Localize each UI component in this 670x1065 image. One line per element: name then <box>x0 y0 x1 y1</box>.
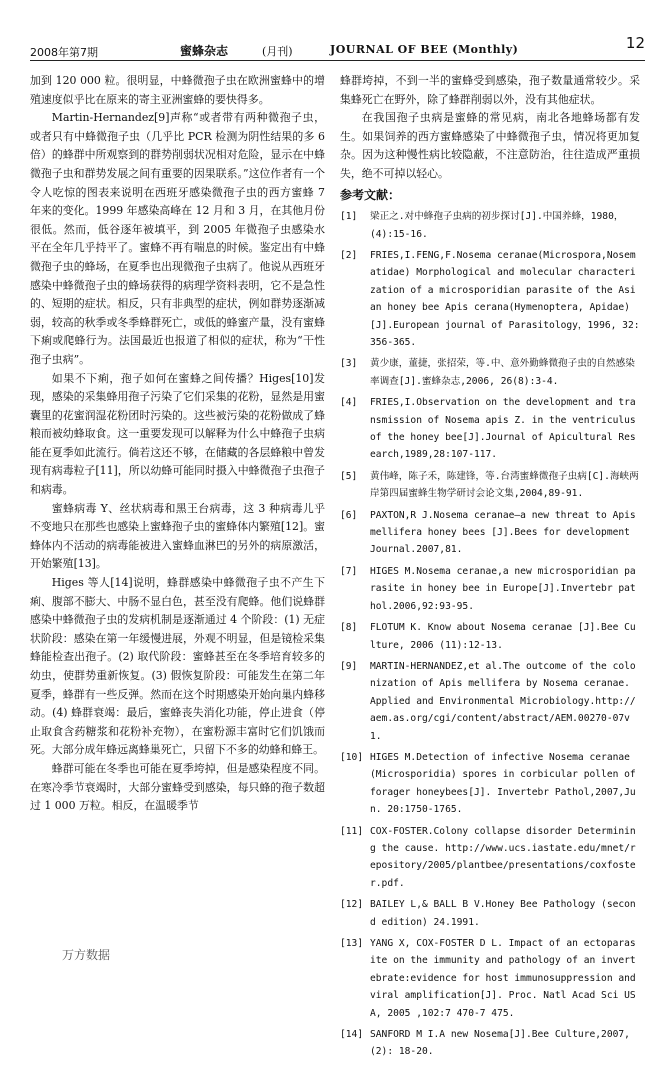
left-column <box>30 72 325 816</box>
body-paragraph: 在我国孢子虫病是蜜蜂的常见病，南北各地蜂场都有发生。如果饲养的西方蜜蜂感染了中蜂微孢子虫，情况将更加复杂。因为这种慢性病比较隐蔽，不注意防治，往往造成严重损失，绝不可掉以轻心。 <box>340 111 640 180</box>
issue-label: 2008年第7期 <box>30 46 98 59</box>
reference-number: [11] <box>340 825 364 837</box>
reference-item <box>340 749 640 819</box>
reference-text: PAXTON,R J.Nosema ceranae—a new threat to Apis mellifera honey bees [J].Bees for development Journal.2007,81. <box>370 509 636 556</box>
reference-item <box>340 355 640 390</box>
reference-item <box>340 208 640 243</box>
reference-item <box>340 394 640 464</box>
reference-item <box>340 823 640 893</box>
reference-text: FRIES,I.Observation on the development and transmission of Nosema apis Z. in the ventriculus of the honey bee[J].Journal of Apicultural Research,1989,28:107-117. <box>370 397 636 461</box>
reference-text: FLOTUM K. Know about Nosema ceranae [J].Bee Culture, 2006 (11):12-13. <box>370 622 636 651</box>
reference-item <box>340 468 640 503</box>
reference-text: COX-FOSTER.Colony collapse disorder Determining the cause. http://www.ucs.iastate.edu/mnet/repository/2005/plantbee/presentations/coxfoster.pdf. <box>370 825 636 889</box>
right-column <box>340 72 640 1065</box>
reference-number: [12] <box>340 899 364 911</box>
journal-title-en: JOURNAL OF BEE (Monthly) <box>330 43 519 56</box>
body-paragraph: Martin-Hernandez[9]声称“或者带有两种微孢子虫，或者只有中蜂微孢子虫（几乎比 PCR 检测为阴性结果的多 6 倍）的蜂群中所观察到的群势削弱状况相对危险，显示在中蜂微孢子虫和群势发展之间有重要的因果联系。”这位作者有一个令人吃惊的图表来说明在西班牙感染微孢子虫的西方蜜蜂 7 年来的变化。1999 年感染高峰在 12 月和 3 月，在其他月份很低。然而，低谷逐年被填平，到 2005 年微孢子虫感染水平在全年几乎持平了。蜜蜂不再有喘息的时候。鉴定出有中蜂微孢子虫的蜂场，在夏季也出现微孢子虫病了。他说从西班牙感染中蜂微孢子虫的蜂场获得的病理学资料表明，它不是急性的、短期的症状。相反，只有非典型的症状，例如群势逐渐减弱，较高的秋季或冬季蜂群死亡，或低的蜂蜜产量，没有蜜蜂下痢或爬蜂行为。法国最近也报道了相似的症状，称为“干性孢子虫病”。 <box>30 111 325 366</box>
reference-number: [9] <box>340 660 358 672</box>
reference-item <box>340 507 640 559</box>
reference-number: [8] <box>340 622 358 634</box>
reference-number: [4] <box>340 397 358 409</box>
reference-number: [3] <box>340 358 358 370</box>
reference-item <box>340 1026 640 1061</box>
reference-text: FRIES,I.FENG,F.Nosema ceranae(Microspora,Nosematidae) Morphological and molecular characterization of a microsporidian parasite of the Asian honey bee Apis cerana(Hymenoptera, Apidae)[J].European journal of Parasitology，1996, 32:356-365. <box>370 249 640 348</box>
reference-item <box>340 247 640 351</box>
reference-number: [1] <box>340 211 358 223</box>
reference-number: [2] <box>340 249 358 261</box>
reference-text: 黄伟峰，陈子禾，陈建锋，等.台湾蜜蜂微孢子虫病[C].海峡两岸第四届蜜蜂生物学研讨会论文集,2004,89-91. <box>370 470 639 500</box>
body-paragraph: 如果不下痢，孢子如何在蜜蜂之间传播？Higes[10]发现，感染的采集蜂用孢子污染了它们采集的花粉，显然是用蜜囊里的花蜜润湿花粉团时污染的。这些被污染的花粉做成了蜂粮而被幼蜂取食。这一重要发现可以解释为什么中蜂孢子虫病能在夏季如此流行。倘若这还不够，在储藏的各层蜂粮中曾发现有病毒粒子[11]，所以幼蜂可能同时摄入中蜂微孢子虫孢子和病毒。 <box>30 371 325 497</box>
journal-subtitle-cn: (月刊) <box>262 45 293 58</box>
reference-text: YANG X, COX-FOSTER D L. Impact of an ectoparasite on the immunity and pathology of an invertebrate:evidence for host immunosuppression and viral amplification[J]. Proc. Natl Acad Sci USA, 2005 ,102:7 470-7 475. <box>370 938 636 1019</box>
reference-text: HIGES M.Detection of infective Nosema ceranae(Microsporidia) spores in corbicular pollen of forager honeybees[J]. Invertebr Pathol,2007,Jun. 20:1750-1765. <box>370 751 636 816</box>
running-header <box>30 34 645 61</box>
watermark-text: 万方数据 <box>62 948 111 962</box>
journal-title-cn: 蜜蜂杂志 <box>180 44 229 58</box>
body-paragraph: 蜂群垮掉，不到一半的蜜蜂受到感染，孢子数量通常较少。采集蜂死亡在野外，除了蜂群削弱以外，没有其他症状。 <box>340 74 640 106</box>
reference-item <box>340 619 640 654</box>
reference-number: [10] <box>340 751 364 763</box>
reference-text: BAILEY L,& BALL B V.Honey Bee Pathology (second edition) 24.1991. <box>370 899 636 928</box>
reference-number: [6] <box>340 509 358 521</box>
page-number: 12 <box>625 34 645 52</box>
reference-number: [13] <box>340 938 364 949</box>
body-paragraph: 蜂群可能在冬季也可能在夏季垮掉，但是感染程度不同。在寒冷季节衰竭时，大部分蜜蜂受到感染，每只蜂的孢子数超过 1 000 万粒。相反，在温暖季节 <box>30 761 325 813</box>
right-paragraphs <box>340 72 640 184</box>
reference-number: [5] <box>340 470 358 482</box>
body-paragraph: 蜜蜂病毒 Y、丝状病毒和黑王台病毒，这 3 种病毒儿乎不变地只在那些也感染上蜜蜂孢子虫的蜜蜂体内繁殖[12]。蜜蜂体内不活动的病毒能被进入蜜蜂血淋巴的另外的病原激活，开始繁殖[13]。 <box>30 501 325 571</box>
reference-item <box>340 896 640 931</box>
reference-item <box>340 658 640 745</box>
references-heading: 参考文献： <box>340 187 401 202</box>
reference-text: MARTIN-HERNANDEZ,et al.The outcome of the colonization of Apis mellifera by Nosema ceranae. Applied and Environmental Microbiology.http://aem.as.org/cgi/content/abstract/AEM.00270-07v1. <box>370 660 636 742</box>
reference-text: HIGES M.Nosema ceranae,a new microsporidian parasite in honey bee in Europe[J].Invertebr pathol.2006,92:93-95. <box>370 565 636 612</box>
reference-number: [14] <box>340 1029 364 1041</box>
body-paragraph: Higes 等人[14]说明，蜂群感染中蜂微孢子虫不产生下痢、腹部不膨大、中肠不显白色，甚至没有爬蜂。他们说蜂群感染中蜂微孢子虫的发病机制是逐渐通过 4 个阶段：(1) 无症状阶段：感染在第一年缓慢进展，外观不明显，但是镜检采集蜂能检查出孢子。(2) 取代阶段：蜜蜂甚至在冬季培育较多的幼虫，使群势重新恢复。(3) 假恢复阶段：可能发生在第二年夏季，蜂群有一些反弹。然而在这个时期感染开始向巢内蜂移动。(4) 蜂群衰竭：最后，蜜蜂丧失消化功能，停止进食（停止取食含药糖浆和花粉补充物），在蜜粉源丰富时它们饥饿而死。大部分成年蜂远离蜂巢死亡，只留下不多的幼蜂和蜂王。 <box>30 576 325 757</box>
reference-item <box>340 563 640 615</box>
body-paragraph: 加到 120 000 粒。很明显，中蜂微孢子虫在欧洲蜜蜂中的增殖速度似乎比在原来的寄主亚洲蜜蜂的要快得多。 <box>30 74 325 106</box>
reference-item <box>340 935 640 1022</box>
reference-text: 黄少康，董捷，张招荣，等.中、意外勤蜂微孢子虫的自然感染率调查[J].蜜蜂杂志,2006, 26(8):3-4. <box>370 358 635 387</box>
reference-number: [7] <box>340 565 358 577</box>
reference-text: 梁正之.对中蜂孢子虫病的初步探讨[J].中国养蜂，1980，(4):15-16. <box>370 211 624 240</box>
reference-text: SANFORD M I.A new Nosema[J].Bee Culture,2007,(2): 18-20. <box>370 1029 630 1058</box>
reference-list <box>340 208 640 1061</box>
